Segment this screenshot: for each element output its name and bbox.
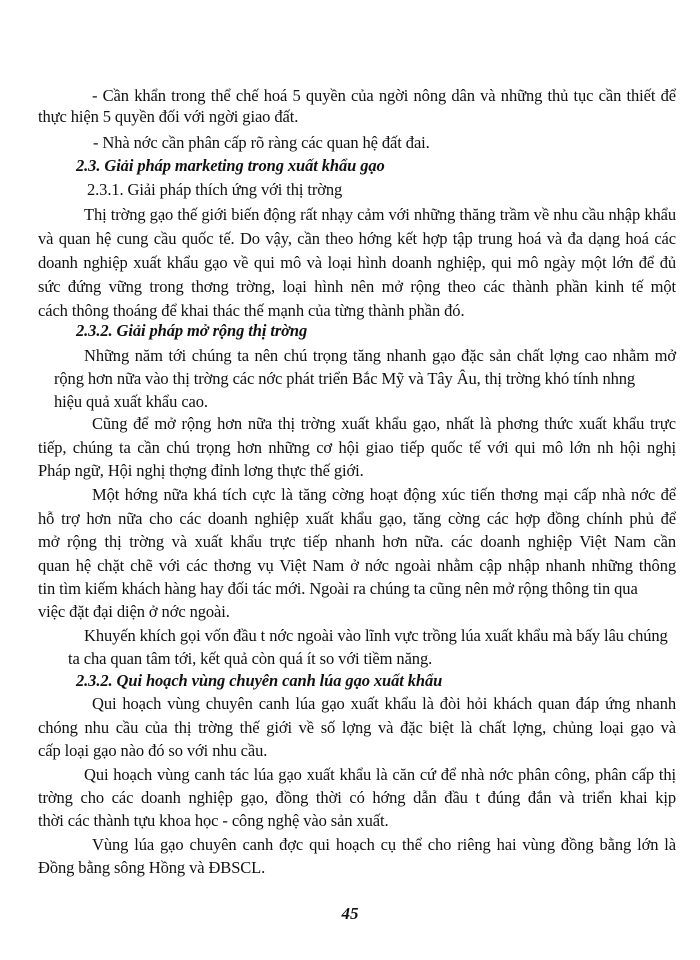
- section-heading-2-3-2: 2.3.2. Giải pháp mở rộng thị trờng: [76, 321, 308, 340]
- text-line: rộng hơn nữa vào thị trờng các nớc phát triển Bắc Mỹ và Tây Âu, thị trờng khó tính nhng: [54, 369, 636, 388]
- text-line: thời các thành tựu khoa học - công nghệ vào sản xuất.: [38, 811, 389, 830]
- text-line: chóng nhu cầu của thị trờng thế giới về số lợng và đặc biệt là chất lợng, chủng loại gạo và: [38, 718, 676, 737]
- section-heading-2-3-2b: 2.3.2. Qui hoạch vùng chuyên canh lúa gạo xuất khẩu: [76, 671, 443, 690]
- page-number: 45: [341, 904, 359, 923]
- text-line: việc đặt đại diện ở nớc ngoài.: [38, 602, 230, 621]
- subsection-heading-2-3-1: 2.3.1. Giải pháp thích ứng với thị trờng: [87, 180, 343, 199]
- text-line: cấp loại gạo nào đó so với nhu cầu.: [38, 741, 268, 760]
- text-line: hiệu quả xuất khẩu cao.: [54, 392, 208, 411]
- text-line: trờng cho các doanh nghiệp gạo, đồng thời có hớng dẫn đầu t đúng đắn và triển khai kịp: [38, 788, 676, 807]
- text-line: Những năm tới chúng ta nên chú trọng tăng nhanh gạo đặc sản chất lợng cao nhằm mở: [84, 346, 676, 365]
- text-line: quan hệ chặt chẽ với các thơng vụ Việt Nam ở nớc ngoài nhằm cập nhập nhanh những thông: [38, 556, 676, 575]
- text-line: - Nhà nớc cần phân cấp rõ ràng các quan hệ đất đai.: [93, 133, 430, 152]
- text-line: doanh nghiệp xuất khẩu gạo về qui mô và loại hình doanh nghiệp, qui mô ngày một lớn để đủ: [38, 253, 676, 272]
- text-line: - Cần khẩn trong thể chế hoá 5 quyền của ngời nông dân và những thủ tục cần thiết để: [92, 86, 676, 105]
- text-line: mở rộng thị trờng và xuất khẩu trực tiếp nhanh hơn nữa. các doanh nghiệp Việt Nam cần: [38, 532, 676, 551]
- text-line: tin tìm kiếm khách hàng hay đối tác mới. Ngoài ra chúng ta cũng nên mở rộng thông tin qua: [38, 579, 638, 598]
- text-line: Qui hoạch vùng chuyên canh lúa gạo xuất khẩu là đòi hỏi khách quan đáp ứng nhanh: [92, 694, 676, 713]
- text-line: ta cha quan tâm tới, kết quả còn quá ít so với tiềm năng.: [68, 649, 433, 668]
- text-line: Cũng để mở rộng hơn nữa thị trờng xuất khẩu gạo, nhất là phơng thức xuất khẩu trực: [92, 414, 676, 433]
- text-line: Qui hoạch vùng canh tác lúa gạo xuất khẩu là căn cứ để nhà nớc phân công, phân cấp thị: [84, 765, 676, 784]
- text-line: cách thông thoáng để khai thác thế mạnh của từng thành phần đó.: [38, 301, 465, 320]
- text-line: sức đứng vững trong thơng trờng, loại hình nên mở rộng theo các thành phần kinh tế một: [38, 277, 676, 296]
- section-heading-2-3: 2.3. Giải pháp marketing trong xuất khẩu gạo: [76, 156, 385, 175]
- text-line: Vùng lúa gạo chuyên canh đợc qui hoạch cụ thể cho riêng hai vùng đồng bằng lớn là: [92, 835, 676, 854]
- text-line: Đồng bằng sông Hồng và ĐBSCL.: [38, 858, 266, 877]
- text-line: thực hiện 5 quyền đối với ngời giao đất.: [38, 107, 299, 126]
- text-line: và quan hệ cung cầu quốc tế. Do vậy, cần theo hớng kết hợp tập trung hoá và đa dạng hoá các: [38, 229, 676, 248]
- text-line: Pháp ngữ, Hội nghị thợng đỉnh lơng thực thế giới.: [38, 461, 364, 480]
- text-line: tiếp, chúng ta cần chú trọng hơn những cơ hội giao tiếp quốc tế với qui mô lớn nh hội nghị: [38, 438, 676, 457]
- text-line: Một hớng nữa khá tích cực là tăng cờng hoạt động xúc tiến thơng mại cấp nhà nớc để: [92, 485, 676, 504]
- text-line: Khuyến khích gọi vốn đầu t nớc ngoài vào lĩnh vực trồng lúa xuất khẩu mà bấy lâu chúng: [84, 626, 668, 645]
- text-line: Thị trờng gạo thế giới biến động rất nhạy cảm với những thăng trầm về nhu cầu nhập khẩu: [84, 205, 676, 224]
- text-line: hỗ trợ hơn nữa cho các doanh nghiệp xuất khẩu gạo, tăng cờng các hợp đồng chính phủ để: [38, 509, 676, 528]
